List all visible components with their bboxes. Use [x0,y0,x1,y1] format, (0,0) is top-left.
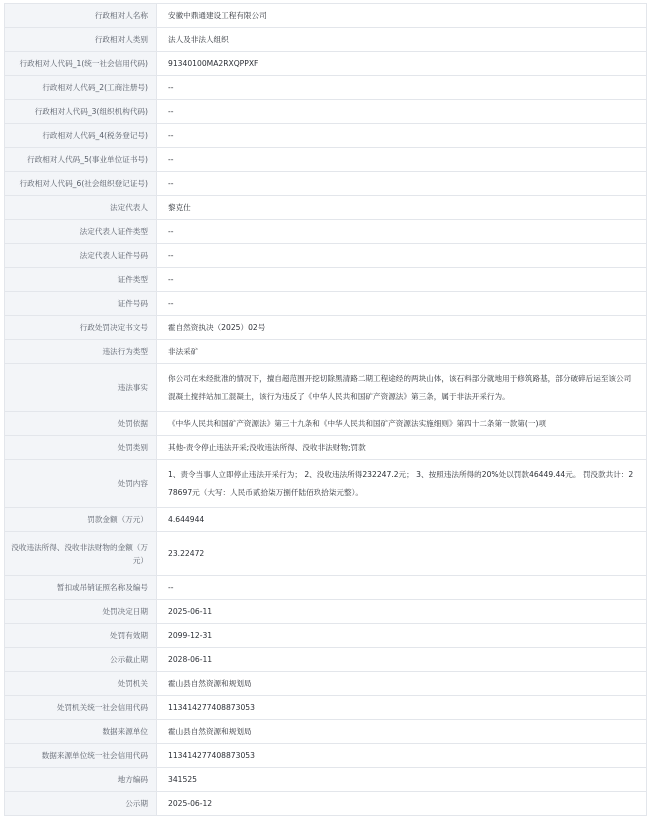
field-value: 霍自然资执决（2025）02号 [157,316,647,340]
field-label: 行政相对人类别 [5,28,157,52]
table-row [5,532,647,576]
table-row [5,648,647,672]
table-row [5,100,647,124]
field-value: 其他-责令停止违法开采;没收违法所得、没收非法财物;罚款 [157,436,647,460]
field-label: 数据来源单位统一社会信用代码 [5,744,157,768]
field-value: -- [157,268,647,292]
field-label: 数据来源单位 [5,720,157,744]
table-row [5,436,647,460]
table-row [5,52,647,76]
field-label: 证件号码 [5,292,157,316]
table-row [5,268,647,292]
field-value: 341525 [157,768,647,792]
table-row [5,76,647,100]
field-label: 罚款金额（万元） [5,508,157,532]
field-value: -- [157,100,647,124]
field-value: -- [157,76,647,100]
field-label: 证件类型 [5,268,157,292]
table-row [5,576,647,600]
field-label: 法定代表人证件号码 [5,244,157,268]
table-row [5,148,647,172]
table-row [5,4,647,28]
field-value: 2028-06-11 [157,648,647,672]
field-label: 暂扣或吊销证照名称及编号 [5,576,157,600]
field-label: 处罚内容 [5,460,157,508]
field-value: 《中华人民共和国矿产资源法》第三十九条和《中华人民共和国矿产资源法实施细则》第四十二条第一款第(一)项 [157,412,647,436]
table-row [5,220,647,244]
field-value: -- [157,220,647,244]
penalty-detail-body [5,4,647,816]
table-row [5,508,647,532]
field-value: -- [157,576,647,600]
field-value: -- [157,292,647,316]
field-label: 处罚有效期 [5,624,157,648]
field-value: 法人及非法人组织 [157,28,647,52]
field-label: 行政相对人代码_1(统一社会信用代码) [5,52,157,76]
field-value: 黎克仕 [157,196,647,220]
field-label: 行政相对人代码_6(社会组织登记证号) [5,172,157,196]
field-value: 113414277408873053 [157,696,647,720]
field-label: 行政相对人代码_3(组织机构代码) [5,100,157,124]
table-row [5,412,647,436]
field-label: 没收违法所得、没收非法财物的金额（万元） [5,532,157,576]
field-label: 违法事实 [5,364,157,412]
table-row [5,696,647,720]
table-row [5,244,647,268]
table-row [5,124,647,148]
field-label: 行政相对人代码_2(工商注册号) [5,76,157,100]
table-row [5,600,647,624]
table-row [5,340,647,364]
penalty-detail-table [4,3,647,816]
table-row [5,28,647,52]
table-row [5,196,647,220]
table-row [5,792,647,816]
table-row [5,624,647,648]
table-row [5,292,647,316]
field-value: -- [157,124,647,148]
field-value: -- [157,244,647,268]
field-label: 行政相对人代码_4(税务登记号) [5,124,157,148]
table-row [5,720,647,744]
field-value: -- [157,172,647,196]
field-label: 法定代表人证件类型 [5,220,157,244]
field-value: 霍山县自然资源和规划局 [157,720,647,744]
field-label: 行政相对人代码_5(事业单位证书号) [5,148,157,172]
field-value: 23.22472 [157,532,647,576]
field-label: 处罚类别 [5,436,157,460]
field-value: 你公司在未经批准的情况下，擅自超范围开挖切除黑清路二期工程途经的两块山体，该石料部分就地用于修筑路基，部分破碎后运至该公司混凝土搅拌站加工混凝土，该行为违反了《中华人民共和国矿产资源法》第三条，属于非法开采行为。 [157,364,647,412]
field-value: -- [157,148,647,172]
field-value: 2025-06-11 [157,600,647,624]
field-value: 1、责令当事人立即停止违法开采行为； 2、没收违法所得232247.2元； 3、按照违法所得的20%处以罚款46449.44元。 罚没款共计：278697元（大写：人民币贰拾柒万捌仟陆佰玖拾柒元整）。 [157,460,647,508]
field-label: 地方编码 [5,768,157,792]
table-row [5,672,647,696]
table-row [5,316,647,340]
table-row [5,460,647,508]
field-label: 处罚依据 [5,412,157,436]
field-label: 行政处罚决定书文号 [5,316,157,340]
field-label: 处罚决定日期 [5,600,157,624]
table-row [5,744,647,768]
field-label: 行政相对人名称 [5,4,157,28]
table-row [5,768,647,792]
table-row [5,364,647,412]
table-row [5,172,647,196]
field-value: 安徽中鼎通建设工程有限公司 [157,4,647,28]
field-label: 违法行为类型 [5,340,157,364]
field-label: 公示截止期 [5,648,157,672]
field-value: 113414277408873053 [157,744,647,768]
field-label: 法定代表人 [5,196,157,220]
field-label: 公示期 [5,792,157,816]
field-value: 霍山县自然资源和规划局 [157,672,647,696]
field-value: 2099-12-31 [157,624,647,648]
field-value: 2025-06-12 [157,792,647,816]
field-label: 处罚机关统一社会信用代码 [5,696,157,720]
field-label: 处罚机关 [5,672,157,696]
field-value: 非法采矿 [157,340,647,364]
field-value: 91340100MA2RXQPPXF [157,52,647,76]
field-value: 4.644944 [157,508,647,532]
